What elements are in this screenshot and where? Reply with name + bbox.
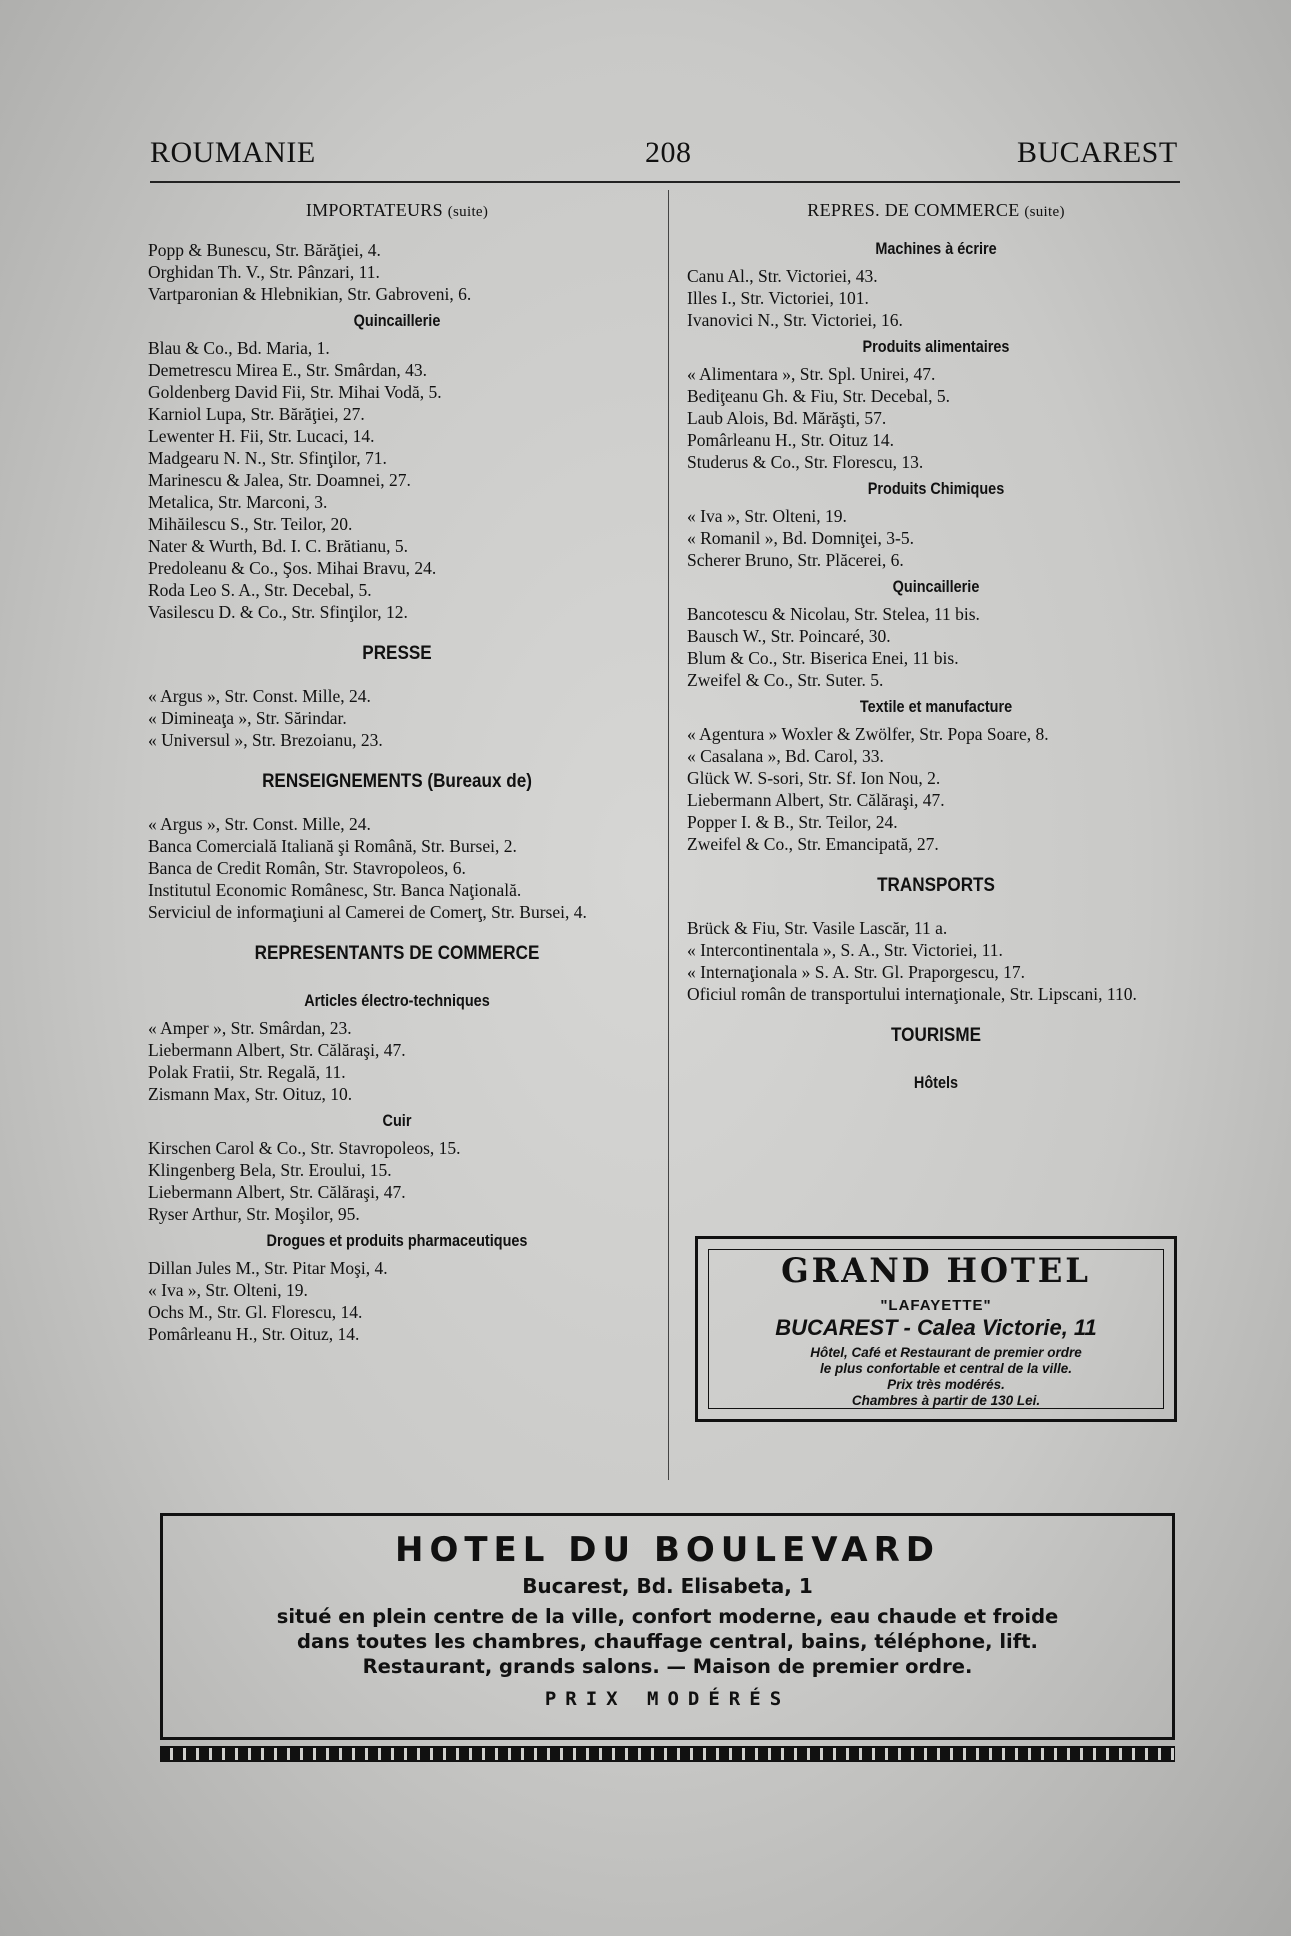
section-title: REPRES. DE COMMERCE xyxy=(807,200,1020,220)
listing-entry: « Argus », Str. Const. Mille, 24. xyxy=(148,686,371,706)
listing-entry: « Dimineaţa », Str. Sărindar. xyxy=(148,708,347,728)
hotel-boulevard-line: dans toutes les chambres, chauffage central, bains, téléphone, lift. xyxy=(297,1630,1038,1653)
listing-entry: Dillan Jules M., Str. Pitar Moşi, 4. xyxy=(148,1258,388,1278)
listing-entry: Bediţeanu Gh. & Fiu, Str. Decebal, 5. xyxy=(687,386,950,406)
listing-entry: Mihăilescu S., Str. Teilor, 20. xyxy=(148,514,353,534)
spacer xyxy=(148,665,646,685)
subsection-heading: Quincaillerie xyxy=(353,311,441,330)
listing-entry: Zweifel & Co., Str. Suter. 5. xyxy=(687,670,884,690)
listing-entry: Laub Alois, Bd. Mărăşti, 57. xyxy=(687,408,887,428)
listing-entry: Goldenberg David Fii, Str. Mihai Vodă, 5. xyxy=(148,382,442,402)
listing-entry: Popp & Bunescu, Str. Bărăţiei, 4. xyxy=(148,240,381,260)
grand-hotel-title: GRAND HOTEL xyxy=(781,1251,1091,1291)
listing-entry: « Internaţionala » S. A. Str. Gl. Praporgescu, 17. xyxy=(687,962,1025,982)
hotel-boulevard-description xyxy=(193,1604,1142,1679)
spacer xyxy=(148,965,646,985)
spacer xyxy=(687,1005,1185,1025)
listing-entry: Oficiul român de transportului internaţionale, Str. Lipscani, 110. xyxy=(687,984,1137,1004)
subsection-heading: Drogues et produits pharmaceutiques xyxy=(266,1231,528,1250)
subsection-heading: Articles électro-techniques xyxy=(304,991,490,1010)
listing-entry: Vasilescu D. & Co., Str. Sfinţilor, 12. xyxy=(148,602,408,622)
listing-entry: Ochs M., Str. Gl. Florescu, 14. xyxy=(148,1302,363,1322)
listing-entry: Scherer Bruno, Str. Plăcerei, 6. xyxy=(687,550,904,570)
listing-entry: Klingenberg Bela, Str. Eroului, 15. xyxy=(148,1160,392,1180)
listing-entry: Ivanovici N., Str. Victoriei, 16. xyxy=(687,310,903,330)
listing-entry: Bancotescu & Nicolau, Str. Stelea, 11 bis. xyxy=(687,604,980,624)
listing-entry: Illes I., Str. Victoriei, 101. xyxy=(687,288,869,308)
listing-entry: Pomârleanu H., Str. Oituz 14. xyxy=(687,430,895,450)
listing-entry: Kirschen Carol & Co., Str. Stavropoleos, 15. xyxy=(148,1138,461,1158)
grand-hotel-line: Chambres à partir de 130 Lei. xyxy=(851,1393,1041,1408)
grand-hotel-subtitle: "LAFAYETTE" xyxy=(880,1297,992,1314)
listing-entry: Orghidan Th. V., Str. Pânzari, 11. xyxy=(148,262,380,282)
listing-entry: Studerus & Co., Str. Florescu, 13. xyxy=(687,452,924,472)
hotel-boulevard-title: HOTEL DU BOULEVARD xyxy=(395,1530,940,1570)
header-city: BUCAREST xyxy=(1017,136,1178,169)
subsection-heading: Hôtels xyxy=(913,1073,959,1092)
listing-entry: Canu Al., Str. Victoriei, 43. xyxy=(687,266,878,286)
category-heading: RENSEIGNEMENTS (Bureaux de) xyxy=(262,771,532,792)
subsection-heading: Produits Chimiques xyxy=(867,479,1005,498)
category-heading: REPRESENTANTS DE COMMERCE xyxy=(254,943,540,964)
listing-entry: Institutul Economic Românesc, Str. Banca Naţională. xyxy=(148,880,522,900)
grand-hotel-line: Hôtel, Café et Restaurant de premier ordre xyxy=(810,1345,1082,1360)
listing-entry: Popper I. & B., Str. Teilor, 24. xyxy=(687,812,898,832)
grand-hotel-line: Prix très modérés. xyxy=(887,1377,1005,1392)
category-heading: TOURISME xyxy=(891,1025,981,1046)
listing-entry: Demetrescu Mirea E., Str. Smârdan, 43. xyxy=(148,360,427,380)
column-divider xyxy=(668,190,669,1480)
listing-entry: Blum & Co., Str. Biserica Enei, 11 bis. xyxy=(687,648,959,668)
left-column xyxy=(148,200,646,1345)
category-heading: PRESSE xyxy=(362,643,432,664)
listing-entry: Banca de Credit Român, Str. Stavropoleos, 6. xyxy=(148,858,466,878)
listing-entry: Ryser Arthur, Str. Moşilor, 95. xyxy=(148,1204,360,1224)
spacer xyxy=(687,855,1185,875)
grand-hotel-description xyxy=(738,1345,1154,1409)
section-heading xyxy=(148,200,646,221)
section-title: IMPORTATEURS xyxy=(305,200,443,220)
listing-entry: Serviciul de informaţiuni al Camerei de Comerţ, Str. Bursei, 4. xyxy=(148,902,587,922)
listing-entry: Karniol Lupa, Str. Bărăţiei, 27. xyxy=(148,404,365,424)
section-heading xyxy=(687,200,1185,221)
listing-entry: « Casalana », Bd. Carol, 33. xyxy=(687,746,884,766)
hotel-boulevard-line: situé en plein centre de la ville, confort moderne, eau chaude et froide xyxy=(276,1605,1059,1628)
subsection-heading: Textile et manufacture xyxy=(859,697,1013,716)
subsection-heading: Produits alimentaires xyxy=(862,337,1010,356)
listing-entry: Liebermann Albert, Str. Călăraşi, 47. xyxy=(148,1040,406,1060)
header-rule xyxy=(150,181,1180,183)
spacer xyxy=(148,623,646,643)
spacer xyxy=(687,1047,1185,1067)
listing-entry: « Romanil », Bd. Domniţei, 3-5. xyxy=(687,528,915,548)
spacer xyxy=(687,897,1185,917)
listing-entry: Predoleanu & Co., Şos. Mihai Bravu, 24. xyxy=(148,558,437,578)
listing-entry: « Universul », Str. Brezoianu, 23. xyxy=(148,730,383,750)
listing-entry: Glück W. S-sori, Str. Sf. Ion Nou, 2. xyxy=(687,768,941,788)
grand-hotel-advert xyxy=(695,1236,1177,1422)
listing-entry: Polak Fratii, Str. Regală, 11. xyxy=(148,1062,346,1082)
listing-entry: Liebermann Albert, Str. Călăraşi, 47. xyxy=(687,790,945,810)
listing-entry: Vartparonian & Hlebnikian, Str. Gabroveni, 6. xyxy=(148,284,472,304)
listing-entry: « Iva », Str. Olteni, 19. xyxy=(687,506,847,526)
spacer xyxy=(148,793,646,813)
listing-entry: « Alimentara », Str. Spl. Unirei, 47. xyxy=(687,364,936,384)
section-suffix: (suite) xyxy=(447,204,489,220)
spacer xyxy=(148,923,646,943)
listing-entry: « Agentura » Woxler & Zwölfer, Str. Popa Soare, 8. xyxy=(687,724,1049,744)
listing-entry: Blau & Co., Bd. Maria, 1. xyxy=(148,338,330,358)
right-column xyxy=(687,200,1185,1099)
listing-entry: Lewenter H. Fii, Str. Lucaci, 14. xyxy=(148,426,375,446)
listing-entry: Liebermann Albert, Str. Călăraşi, 47. xyxy=(148,1182,406,1202)
subsection-heading: Cuir xyxy=(382,1111,412,1130)
spacer xyxy=(148,751,646,771)
listing-entry: « Amper », Str. Smârdan, 23. xyxy=(148,1018,352,1038)
category-heading: TRANSPORTS xyxy=(877,875,995,896)
listing-entry: « Iva », Str. Olteni, 19. xyxy=(148,1280,308,1300)
listing-entry: Nater & Wurth, Bd. I. C. Brătianu, 5. xyxy=(148,536,408,556)
listing-entry: Bausch W., Str. Poincaré, 30. xyxy=(687,626,891,646)
listing-entry: Madgearu N. N., Str. Sfinţilor, 71. xyxy=(148,448,387,468)
listing-entry: Zismann Max, Str. Oituz, 10. xyxy=(148,1084,353,1104)
listing-entry: Pomârleanu H., Str. Oituz, 14. xyxy=(148,1324,360,1344)
hotel-boulevard-address: Bucarest, Bd. Elisabeta, 1 xyxy=(522,1574,813,1598)
listing-entry: « Intercontinentala », S. A., Str. Victoriei, 11. xyxy=(687,940,1003,960)
subsection-heading: Quincaillerie xyxy=(892,577,980,596)
page-number: 208 xyxy=(645,136,692,169)
listing-entry: Roda Leo S. A., Str. Decebal, 5. xyxy=(148,580,372,600)
subsection-heading: Machines à écrire xyxy=(875,239,997,258)
listing-entry: Metalica, Str. Marconi, 3. xyxy=(148,492,328,512)
listing-entry: Brück & Fiu, Str. Vasile Lascăr, 11 a. xyxy=(687,918,948,938)
header-country: ROUMANIE xyxy=(150,136,316,169)
listing-entry: Banca Comercială Italiană şi Română, Str. Bursei, 2. xyxy=(148,836,517,856)
hotel-boulevard-line: Restaurant, grands salons. — Maison de premier ordre. xyxy=(362,1655,973,1678)
listing-entry: Marinescu & Jalea, Str. Doamnei, 27. xyxy=(148,470,411,490)
ornamental-border xyxy=(160,1746,1175,1762)
grand-hotel-address: BUCAREST - Calea Victorie, 11 xyxy=(775,1315,1097,1340)
grand-hotel-line: le plus confortable et central de la ville. xyxy=(819,1361,1073,1376)
listing-entry: « Argus », Str. Const. Mille, 24. xyxy=(148,814,371,834)
hotel-boulevard-prices: PRIX MODÉRÉS xyxy=(544,1688,791,1710)
section-suffix: (suite) xyxy=(1024,204,1065,220)
listing-entry: Zweifel & Co., Str. Emancipată, 27. xyxy=(687,834,939,854)
hotel-boulevard-advert xyxy=(160,1513,1175,1740)
